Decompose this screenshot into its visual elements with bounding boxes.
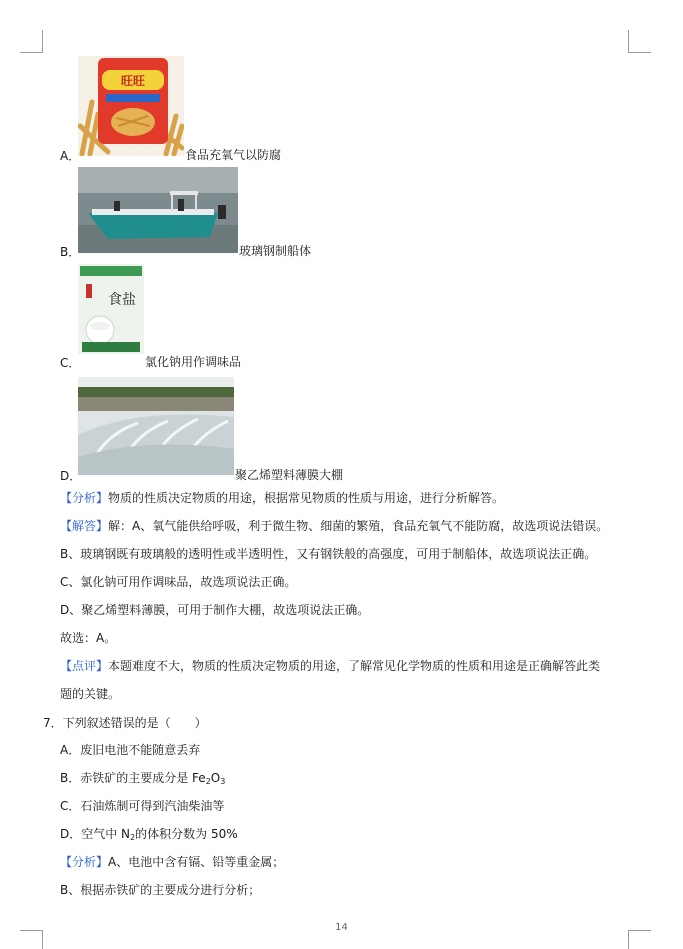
q7-option-d [60,826,238,846]
option-a-caption: 食品充氧气以防腐 [185,148,282,162]
answer-text: 解：A、氧气能供给呼吸，利于微生物、细菌的繁殖，食品充氧气不能防腐，故选项说法错误。 [108,519,609,533]
q7-analysis-line-b: B、根据赤铁矿的主要成分进行分析； [60,883,261,897]
q7-analysis-tag: 【分析】 [60,855,109,869]
q7-option-b-sub2: 3 [220,777,226,786]
q7-analysis-text: A、电池中含有镉、铅等重金属； [108,855,285,869]
option-c-letter: C． [60,356,81,370]
crop-mark-top-left [20,30,43,53]
crop-mark-top-right [628,30,651,53]
option-b-caption: 玻璃钢制船体 [239,244,312,258]
snack-bag-image [78,56,184,156]
q7-option-b-mid: O [210,771,221,785]
option-d-letter: D． [60,469,82,483]
q7-option-a: A．废旧电池不能随意丢弃 [60,743,201,757]
comment-text: 本题难度不大，物质的性质决定物质的用途，了解常见化学物质的性质和用途是正确解答此类 [108,659,601,673]
page-number: 14 [335,922,348,933]
option-d-caption: 聚乙烯塑料薄膜大棚 [235,468,344,482]
answer-tag: 【解答】 [60,519,109,533]
analysis-tag: 【分析】 [60,491,109,505]
answer-line-d: D、聚乙烯塑料薄膜，可用于制作大棚，故选项说法正确。 [60,603,370,617]
q7-option-c: C．石油炼制可得到汽油柴油等 [60,799,225,813]
snack-brand-text: 旺旺 [120,74,146,88]
answer-line [60,518,608,534]
comment-continuation: 题的关键。 [60,687,121,701]
comment-tag: 【点评】 [60,659,109,673]
option-c-caption: 氯化钠用作调味品 [145,355,242,369]
salt-label-text: 食盐 [108,292,136,308]
q7-option-b-sub1: 2 [205,777,211,786]
answer-line-c: C、氯化钠可用作调味品，故选项说法正确。 [60,575,297,589]
comment-line [60,658,600,674]
salt-package-image [78,264,144,354]
q7-option-b-text: B．赤铁矿的主要成分是 Fe [60,771,206,785]
q7-option-d-post: 的体积分数为 50% [135,827,238,841]
q7-analysis-line [60,854,284,870]
q7-option-d-sub: 2 [130,833,136,842]
option-a-letter: A． [60,149,81,163]
q7-option-d-text: D．空气中 N [60,827,131,841]
analysis-text: 物质的性质决定物质的用途，根据常见物质的性质与用途，进行分析解答。 [108,491,505,505]
greenhouse-image [78,377,234,475]
boat-image [78,167,238,253]
q7-option-b [60,770,225,790]
option-b-letter: B． [60,245,81,259]
final-choice-line: 故选：A。 [60,631,117,645]
question-7-stem: 7．下列叙述错误的是（ ） [43,716,207,730]
analysis-line [60,490,504,506]
answer-line-b: B、玻璃钢既有玻璃般的透明性或半透明性，又有钢铁般的高强度，可用于制船体，故选项说法正确。 [60,547,597,561]
